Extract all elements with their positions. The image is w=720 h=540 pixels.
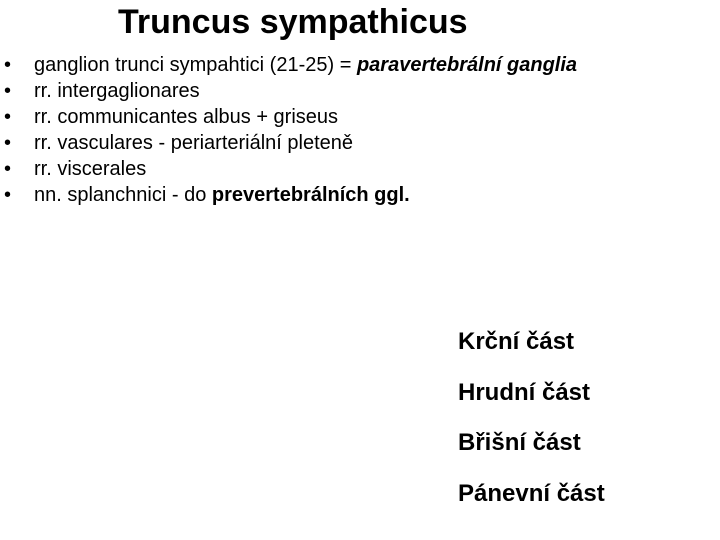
bullet-icon: • [4,54,12,76]
bullet-text-main: nn. splanchnici - do [34,184,212,206]
section-link-brisni[interactable]: Břišní část [458,429,581,456]
bullet-icon: • [4,80,12,102]
bullet-icon: • [4,158,12,180]
bullet-text: rr. intergaglionares [34,80,200,102]
bullet-text: rr. vasculares - periarteriální pleteně [34,132,354,154]
section-link-krcni[interactable]: Krční část [458,328,575,355]
section-link-panevni[interactable]: Pánevní část [458,480,605,507]
bullet-text: rr. communicantes albus + griseus [34,106,339,128]
bullet-icon: • [4,184,12,206]
bullet-text-main: ganglion trunci sympahtici (21-25) = [34,54,357,76]
bullet-emphasis: prevertebrálních ggl. [211,184,410,206]
slide-title: Truncus sympathicus [118,3,468,41]
bullet-text: rr. viscerales [34,158,147,180]
section-link-hrudni[interactable]: Hrudní část [458,379,591,406]
bullet-icon: • [4,132,12,154]
bullet-text [34,52,577,78]
bullet-icon: • [4,106,12,128]
bullet-emphasis: paravertebrální ganglia [356,54,578,76]
bullet-text [34,182,410,208]
